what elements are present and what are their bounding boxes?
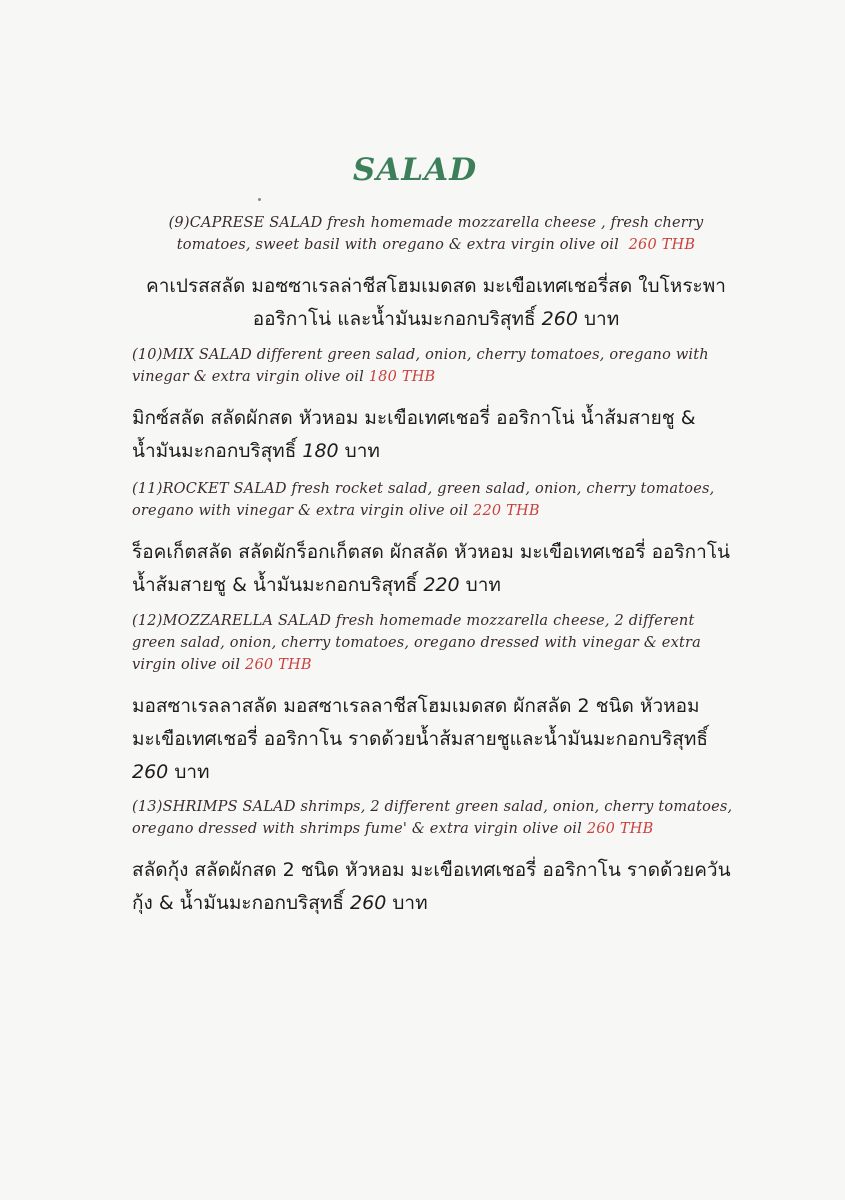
- menu-item-rocket-salad: [132, 478, 740, 602]
- item-price: 260 THB: [245, 657, 312, 673]
- item-english: [132, 610, 740, 676]
- item-thai-price: 260: [541, 308, 578, 330]
- menu-item-mozzarella-salad: [132, 610, 740, 789]
- item-thai-price: 260: [132, 761, 169, 783]
- item-english: [132, 212, 740, 256]
- paper-speck: [258, 198, 261, 201]
- item-description: (12)MOZZARELLA SALAD fresh homemade mozzarella cheese, 2 different green salad, onion, cherry tomatoes, oregano dressed with vinegar & extra virgin olive oil: [132, 613, 701, 673]
- item-thai: [132, 690, 740, 789]
- item-english: [132, 796, 740, 840]
- item-thai: [132, 854, 740, 920]
- item-thai-description: สลัดกุ้ง สลัดผักสด 2 ชนิด หัวหอม มะเขือเทศเชอรี่ ออริกาโน ราดด้วยควันกุ้ง & น้ำมันมะกอกบริสุทธิ์: [132, 859, 731, 914]
- item-thai-description: ร็อคเก็ตสลัด สลัดผักร็อกเก็ตสด ผักสลัด หัวหอม มะเขือเทศเชอรี่ ออริกาโน่ น้ำส้มสายชู & น้ำมันมะกอกบริสุทธิ์: [132, 541, 731, 596]
- menu-item-mix-salad: [132, 344, 740, 468]
- item-thai-description: คาเปรสสลัด มอซซาเรลล่าชีสโฮมเมดสด มะเขือเทศเชอรี่สด ใบโหระพา ออริกาโน่ และน้ำมันมะกอกบริสุทธิ์: [146, 275, 726, 330]
- item-thai-unit: บาท: [344, 440, 380, 462]
- item-price: 220 THB: [473, 503, 540, 519]
- menu-item-shrimps-salad: [132, 796, 740, 920]
- item-thai-price: 220: [423, 574, 460, 596]
- item-thai-price: 260: [350, 892, 387, 914]
- item-thai-unit: บาท: [392, 892, 428, 914]
- item-thai: [132, 536, 740, 602]
- item-english: [132, 344, 740, 388]
- menu-item-caprese: [132, 212, 740, 336]
- item-thai: [132, 270, 740, 336]
- item-description: (9)CAPRESE SALAD fresh homemade mozzarella cheese , fresh cherry tomatoes, sweet basil with oregano & extra virgin olive oil: [168, 215, 704, 253]
- item-thai-unit: บาท: [174, 761, 210, 783]
- item-thai-description: มอสซาเรลลาสลัด มอสซาเรลลาชีสโฮมเมดสด ผักสลัด 2 ชนิด หัวหอม มะเขือเทศเชอรี่ ออริกาโน ราดด้วยน้ำส้มสายชูและน้ำมันมะกอกบริสุทธิ์: [132, 695, 709, 750]
- item-thai-unit: บาท: [465, 574, 501, 596]
- item-thai-unit: บาท: [583, 308, 620, 330]
- item-thai: [132, 402, 740, 468]
- item-thai-price: 180: [302, 440, 339, 462]
- item-thai-description: มิกซ์สลัด สลัดผักสด หัวหอม มะเขือเทศเชอรี่ ออริกาโน่ น้ำส้มสายชู & น้ำมันมะกอกบริสุทธิ์: [132, 407, 696, 462]
- item-description: (11)ROCKET SALAD fresh rocket salad, green salad, onion, cherry tomatoes, oregano with vinegar & extra virgin olive oil: [132, 481, 715, 519]
- item-price: 260 THB: [628, 237, 696, 253]
- item-price: 260 THB: [586, 821, 654, 837]
- section-title: SALAD: [352, 152, 478, 188]
- item-description: (10)MIX SALAD different green salad, onion, cherry tomatoes, oregano with vinegar & extra virgin olive oil: [132, 347, 709, 385]
- item-english: [132, 478, 740, 522]
- item-price: 180 THB: [368, 369, 436, 385]
- item-description: (13)SHRIMPS SALAD shrimps, 2 different green salad, onion, cherry tomatoes, oregano dressed with shrimps fume' & extra virgin olive oil: [132, 799, 733, 837]
